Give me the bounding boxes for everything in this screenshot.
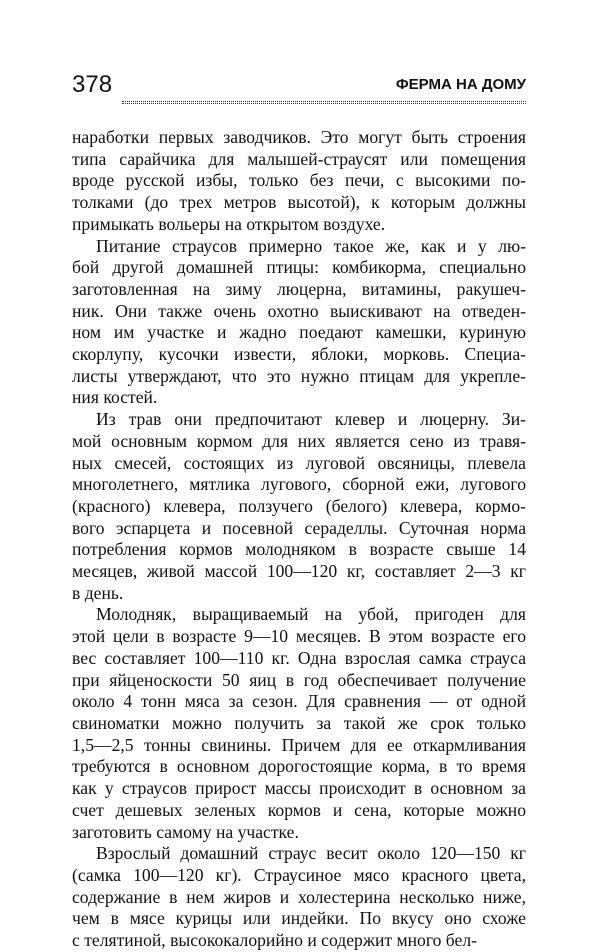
text-line: около 4 тонн мяса за сезон. Для сравнения — от одной bbox=[72, 691, 526, 712]
text-line: бой другой домашней птицы: комбикорма, специально bbox=[72, 257, 526, 278]
text-line: месяцев, живой массой 100—120 кг, составляет 2—3 кг bbox=[72, 561, 526, 582]
text-line: мой основным кормом для них является сено из травя- bbox=[72, 430, 526, 451]
text-line: вого эспарцета и посевной сераделлы. Суточная норма bbox=[72, 517, 526, 538]
text-line: листы утверждают, что это нужно птицам для укрепле- bbox=[72, 365, 526, 386]
text-line: этой цели в возрасте 9—10 месяцев. В этом возрасте его bbox=[72, 626, 526, 647]
text-line: Взрослый домашний страус весит около 120—150 кг bbox=[96, 843, 526, 864]
text-line: вроде русской избы, только без печи, с высокими по- bbox=[72, 170, 526, 191]
text-line: скорлупу, кусочки извести, яблоки, морковь. Специа- bbox=[72, 344, 526, 365]
text-line: заготовить самому на участке. bbox=[72, 821, 299, 842]
text-line: чем в мясе курицы или индейки. По вкусу оно схоже bbox=[72, 908, 526, 929]
text-line: ник. Они также очень охотно выискивают на отведен- bbox=[72, 300, 526, 321]
text-line: свиноматки можно получить за такой же срок только bbox=[72, 712, 526, 733]
text-line: (красного) клевера, ползучего (белого) клевера, кормо- bbox=[72, 495, 526, 516]
text-line: толками (до трех метров высотой), к которым должны bbox=[72, 192, 526, 213]
paragraph bbox=[72, 604, 526, 843]
text-line: потребления кормов молодняком в возрасте свыше 14 bbox=[72, 539, 526, 560]
header-rule bbox=[122, 101, 526, 102]
text-line: содержание в нем жиров и холестерина несколько ниже, bbox=[72, 886, 526, 907]
text-line: вес составляет 100—110 кг. Одна взрослая самка страуса bbox=[72, 647, 526, 668]
text-line: заготовленная на зиму люцерна, витамины, ракушеч- bbox=[72, 278, 526, 299]
text-line: наработки первых заводчиков. Это могут быть строения bbox=[72, 127, 526, 147]
running-title: ФЕРМА НА ДОМУ bbox=[395, 76, 526, 93]
paragraph bbox=[72, 236, 526, 410]
text-line: с телятиной, высококалорийно и содержит много бел- bbox=[72, 930, 477, 951]
paragraph bbox=[72, 843, 526, 952]
text-line: примыкать вольеры на открытом воздухе. bbox=[72, 213, 386, 234]
text-line: Молодняк, выращиваемый на убой, пригоден для bbox=[96, 604, 526, 625]
text-line: 1,5—2,5 тонны свинины. Причем для ее откармливания bbox=[72, 734, 526, 755]
paragraph bbox=[72, 409, 526, 604]
text-line: (самка 100—120 кг). Страусиное мясо красного цвета, bbox=[72, 864, 526, 885]
text-line: ния костей. bbox=[72, 387, 158, 408]
text-line: ных смесей, состоящих из луговой овсяницы, плевела bbox=[72, 452, 526, 473]
text-line: многолетнего, мятлика лугового, сборной ежи, лугового bbox=[72, 474, 526, 495]
page-number: 378 bbox=[72, 71, 113, 98]
text-line: как у страусов прирост массы происходит в основном за bbox=[72, 778, 526, 799]
text-line: при яйценоскости 50 яиц в год обеспечивает получение bbox=[72, 669, 526, 690]
page-header bbox=[72, 70, 526, 106]
text-line: Из трав они предпочитают клевер и люцерну. Зи- bbox=[96, 409, 526, 430]
text-line: в день. bbox=[72, 582, 124, 603]
text-line: требуются в основном дорогостоящие корма, в то время bbox=[72, 756, 526, 777]
paragraph bbox=[72, 127, 526, 236]
text-line: ном им участке и жадно поедают камешки, куриную bbox=[72, 322, 526, 343]
text-line: счет дешевых зеленых кормов и сена, которые можно bbox=[72, 799, 526, 820]
body-text bbox=[72, 127, 526, 952]
text-line: типа сарайчика для малышей-страусят или помещения bbox=[72, 148, 526, 169]
header-rule-secondary bbox=[122, 103, 526, 104]
text-line: Питание страусов примерно такое же, как и у лю- bbox=[96, 235, 526, 256]
